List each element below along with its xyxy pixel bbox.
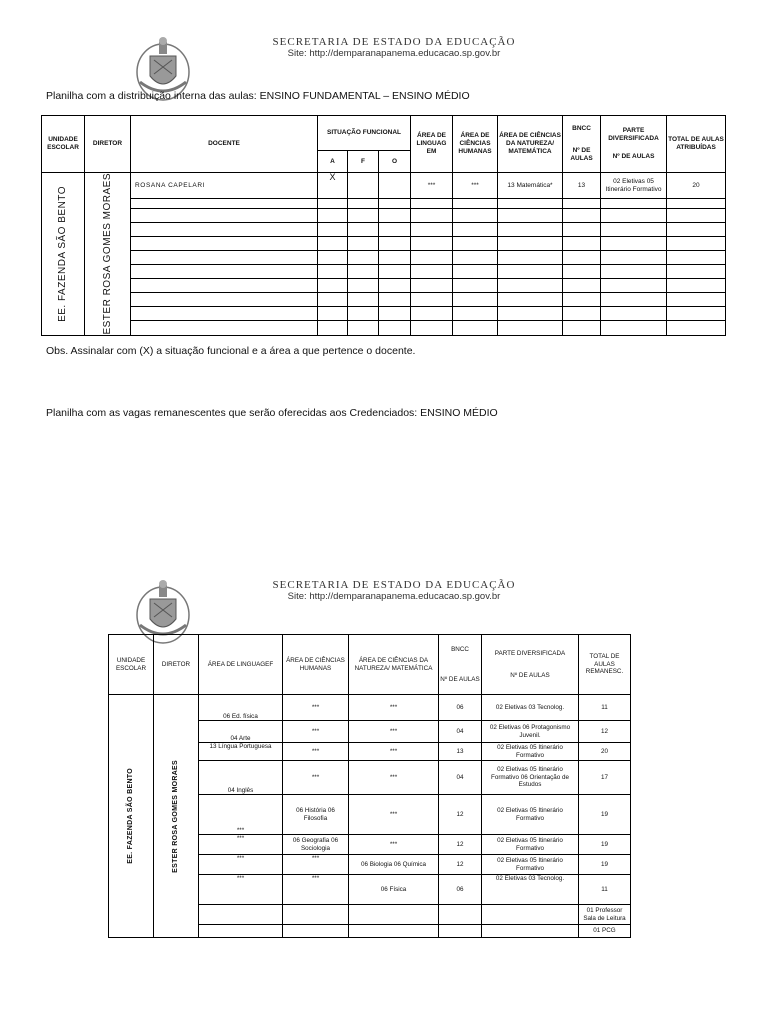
diretor-cell [85, 173, 131, 336]
header-natureza: ÁREA DE CIÊNCIAS DA NATUREZA/ MATEMÁTICA [349, 635, 439, 695]
distribution-table [41, 115, 726, 336]
table1-caption: Planilha com a distribuição interna das aulas: ENSINO FUNDAMENTAL – ENSINO MÉDIO [46, 90, 470, 102]
linguagem-cell: 04 Inglês [199, 761, 283, 795]
linguagem-cell: 04 Arte [199, 721, 283, 743]
parte-cell: 02 Eletivas 03 Tecnolog. [482, 875, 579, 905]
table2-caption: Planilha com as vagas remanescentes que serão oferecidas aos Credenciados: ENSINO MÉDIO [46, 407, 498, 419]
bncc-cell: 06 [439, 875, 482, 905]
blank-row [42, 237, 726, 251]
linguagem-cell [199, 905, 283, 925]
parte-cell: 02 Eletivas 05 Itinerário Formativo [482, 835, 579, 855]
diretor-cell [154, 695, 199, 938]
linguagem-cell: *** [199, 795, 283, 835]
humanas-cell: *** [283, 761, 349, 795]
bncc-cell [439, 905, 482, 925]
header-parte-sub: Nº DE AULAS [510, 671, 550, 679]
parte-cell [482, 905, 579, 925]
remaining-vacancies-table [108, 634, 631, 938]
linguagem-cell: 13 Língua Portuguesa [199, 743, 283, 761]
humanas-cell [283, 925, 349, 938]
bncc-cell: 06 [439, 695, 482, 721]
total-cell: 11 [579, 875, 631, 905]
natureza-cell: *** [349, 721, 439, 743]
humanas-cell: 06 História 06 Filosofia [283, 795, 349, 835]
header-linguagem: ÁREA DE LINGUAG EM [411, 116, 453, 173]
header-parte [482, 635, 579, 695]
total-cell: 01 Professor Sala de Leitura [579, 905, 631, 925]
letterhead-title: SECRETARIA DE ESTADO DA EDUCAÇÃO [272, 36, 516, 48]
letterhead-site: Site: http://demparanapanema.educacao.sp.gov.br [287, 48, 501, 59]
docente-name: ROSANA CAPELARI [131, 173, 318, 199]
header-humanas: ÁREA DE CIÊNCIAS HUMANAS [283, 635, 349, 695]
humanas-cell: *** [453, 173, 498, 199]
header-total: TOTAL DE AULAS REMANESC. [579, 635, 631, 695]
bncc-cell: 04 [439, 761, 482, 795]
natureza-cell: 06 Física [349, 875, 439, 905]
table-row [109, 695, 631, 721]
header-docente: DOCENTE [131, 116, 318, 173]
situacao-o [379, 173, 411, 199]
total-cell: 20 [579, 743, 631, 761]
header-bncc-sub: Nº DE AULAS [440, 675, 480, 683]
natureza-cell [349, 905, 439, 925]
blank-row [42, 293, 726, 307]
parte-cell [482, 925, 579, 938]
total-cell: 20 [667, 173, 726, 199]
total-cell: 17 [579, 761, 631, 795]
blank-row [42, 321, 726, 335]
header-diretor: DIRETOR [85, 116, 131, 173]
header-bncc-title: BNCC [451, 646, 469, 653]
linguagem-cell: *** [199, 835, 283, 855]
header-linguagem: ÁREA DE LINGUAGEF [199, 635, 283, 695]
natureza-cell: *** [349, 743, 439, 761]
humanas-cell: *** [283, 695, 349, 721]
natureza-cell: 06 Biologia 06 Química [349, 855, 439, 875]
linguagem-cell: 06 Ed. física [199, 695, 283, 721]
linguagem-cell [199, 925, 283, 938]
header-diretor: DIRETOR [154, 635, 199, 695]
unidade-name: EE. FAZENDA SÃO BENTO [127, 768, 135, 864]
natureza-cell: *** [349, 695, 439, 721]
blank-row [42, 199, 726, 209]
linguagem-cell: *** [411, 173, 453, 199]
linguagem-cell: *** [199, 855, 283, 875]
obs-note: Obs. Assinalar com (X) a situação funcional e a área a que pertence o docente. [46, 345, 416, 357]
header-natureza: ÁREA DE CIÊNCIAS DA NATUREZA/ MATEMÁTICA [498, 116, 563, 173]
natureza-cell: *** [349, 761, 439, 795]
header-parte-title: PARTE DIVERSIFICADA [608, 127, 659, 142]
unidade-name: EE. FAZENDA SÃO BENTO [57, 185, 68, 322]
total-cell: 19 [579, 835, 631, 855]
blank-row [42, 251, 726, 265]
header-humanas: ÁREA DE CIÊNCIAS HUMANAS [453, 116, 498, 173]
blank-row [42, 279, 726, 293]
parte-cell: 02 Eletivas 03 Tecnolog. [482, 695, 579, 721]
diretor-name: ESTER ROSA GOMES MORAES [101, 173, 113, 335]
bncc-cell: 12 [439, 835, 482, 855]
parte-cell: 02 Eletivas 05 Itinerário Formativo [482, 743, 579, 761]
total-cell: 19 [579, 795, 631, 835]
header-bncc [563, 116, 601, 173]
blank-row [42, 307, 726, 321]
humanas-cell: *** [283, 875, 349, 905]
header-o: O [379, 151, 411, 173]
header-f: F [348, 151, 379, 173]
situacao-f [348, 173, 379, 199]
unidade-cell [42, 173, 85, 336]
blank-row [42, 265, 726, 279]
header-parte-sub: Nº DE AULAS [612, 153, 655, 160]
humanas-cell: *** [283, 743, 349, 761]
bncc-cell: 13 [563, 173, 601, 199]
total-cell: 11 [579, 695, 631, 721]
humanas-cell: *** [283, 855, 349, 875]
parte-cell: 02 Eletivas 06 Protagonismo Juvenil. [482, 721, 579, 743]
total-cell: 19 [579, 855, 631, 875]
humanas-cell: 06 Geografia 06 Sociologia [283, 835, 349, 855]
unidade-cell [109, 695, 154, 938]
natureza-cell: *** [349, 835, 439, 855]
bncc-cell: 12 [439, 795, 482, 835]
header-parte [601, 116, 667, 173]
parte-cell: 02 Eletivas 05 Itinerário Formativo [482, 855, 579, 875]
blank-row [42, 223, 726, 237]
header-bncc-sub: Nº DE AULAS [570, 147, 593, 162]
header-unidade: UNIDADE ESCOLAR [42, 116, 85, 173]
header-total: TOTAL DE AULAS ATRIBUÍDAS [667, 116, 726, 173]
total-cell: 01 PCG [579, 925, 631, 938]
natureza-cell: *** [349, 795, 439, 835]
humanas-cell [283, 905, 349, 925]
parte-cell: 02 Eletivas 05 Itinerário Formativo 06 Orientação de Estudos [482, 761, 579, 795]
parte-cell: 02 Eletivas 05 Itinerário Formativo [601, 173, 667, 199]
bncc-cell: 12 [439, 855, 482, 875]
letterhead-site: Site: http://demparanapanema.educacao.sp.gov.br [287, 591, 501, 602]
natureza-cell [349, 925, 439, 938]
bncc-cell: 13 [439, 743, 482, 761]
bncc-cell [439, 925, 482, 938]
natureza-cell: 13 Matemática* [498, 173, 563, 199]
header-unidade: UNIDADE ESCOLAR [109, 635, 154, 695]
letterhead-title: SECRETARIA DE ESTADO DA EDUCAÇÃO [272, 579, 516, 591]
diretor-name: ESTER ROSA GOMES MORAES [172, 759, 180, 873]
humanas-cell: *** [283, 721, 349, 743]
linguagem-cell: *** [199, 875, 283, 905]
header-bncc-title: BNCC [572, 125, 591, 132]
header-parte-title: PARTE DIVERSIFICADA [494, 650, 566, 657]
header-bncc [439, 635, 482, 695]
situacao-a: X [318, 173, 348, 199]
total-cell: 12 [579, 721, 631, 743]
parte-cell: 02 Eletivas 05 Itinerário Formativo [482, 795, 579, 835]
header-situacao: SITUAÇÃO FUNCIONAL [318, 116, 411, 151]
header-a: A [318, 151, 348, 173]
bncc-cell: 04 [439, 721, 482, 743]
blank-row [42, 209, 726, 223]
